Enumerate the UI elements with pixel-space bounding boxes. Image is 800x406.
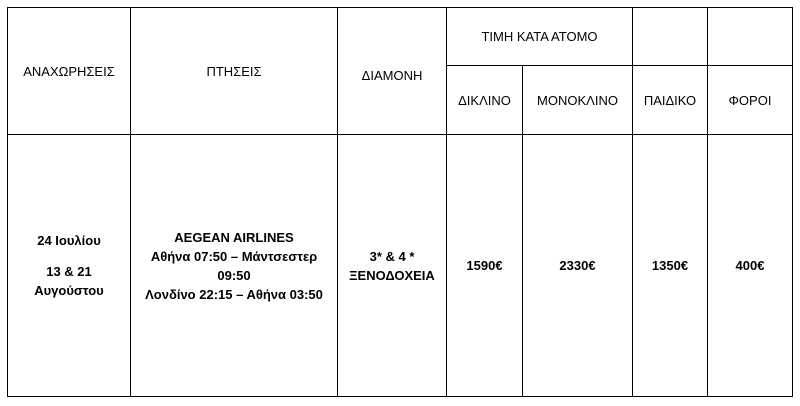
single-price-cell: 2330€ [523,135,633,397]
price-per-person-header: ΤΙΜΗ ΚΑΤΑ ΑΤΟΜΟ [447,8,633,66]
outbound-flight: Αθήνα 07:50 – Μάντσεστερ [150,248,318,264]
hotel-type: ΞΕΝΟΔΟΧΕΙΑ [349,267,435,283]
double-header: ΔΙΚΛΙΝΟ [447,66,523,135]
double-price-cell: 1590€ [447,135,523,397]
departures-header: ΑΝΑΧΩΡΗΣΕΙΣ [8,8,131,135]
empty-header-cell-taxes [708,8,793,66]
departure-date-1: 24 Ιουλίου [37,233,101,248]
departure-date-2-month: Αυγούστου [34,283,104,298]
price-table [7,7,793,397]
hotel-stars: 3* & 4 * [369,248,415,264]
single-header: ΜΟΝΟΚΛΙΝΟ [523,66,633,135]
taxes-header: ΦΟΡΟΙ [708,66,793,135]
table-row [8,135,793,397]
airline-name: AEGEAN AIRLINES [174,229,294,245]
return-flight: Λονδίνο 22:15 – Αθήνα 03:50 [145,286,323,302]
taxes-cell: 400€ [708,135,793,397]
header-row-top [8,8,793,66]
child-header: ΠΑΙΔΙΚΟ [633,66,708,135]
outbound-arrival-time: 09:50 [217,267,251,283]
accommodation-header: ΔΙΑΜΟΝΗ [338,8,447,135]
departure-date-2: 13 & 21 [46,264,92,279]
accommodation-cell [338,135,447,397]
empty-header-cell-child [633,8,708,66]
departures-cell [8,135,131,397]
flights-header: ΠΤΗΣΕΙΣ [131,8,338,135]
child-price-cell: 1350€ [633,135,708,397]
flights-cell [131,135,338,397]
